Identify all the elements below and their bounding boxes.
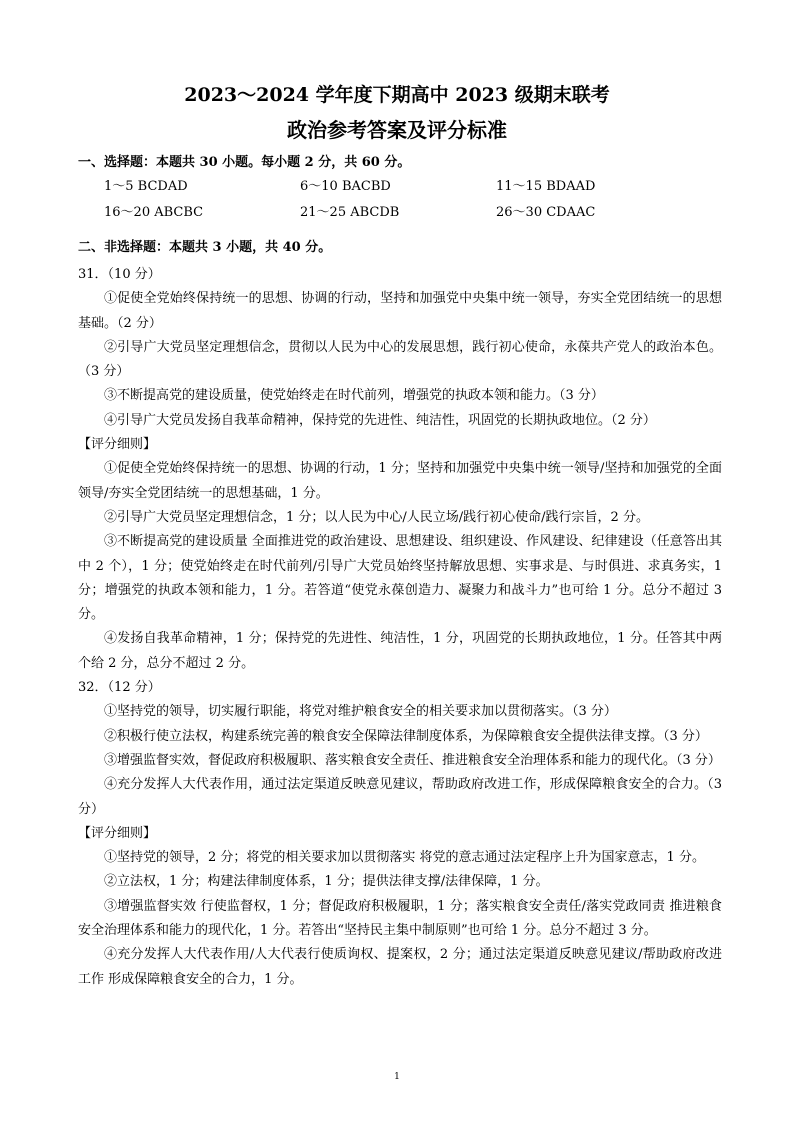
q32-rule: ②立法权，1 分；构建法律制度体系，1 分；提供法律支撑/法律保障，1 分。 xyxy=(104,874,549,890)
q31-label: 31．（10 分） xyxy=(78,267,161,282)
answer-cell: 11～15 BDAAD xyxy=(496,178,596,194)
section1-heading: 一、选择题：本题共 30 小题。每小题 2 分，共 60 分。 xyxy=(78,155,411,170)
answer-cell: 6～10 BACBD xyxy=(300,178,391,194)
page-title: 2023～2024 学年度下期高中 2023 级期末联考 xyxy=(184,84,610,106)
q31-rules-heading: 【评分细则】 xyxy=(78,437,157,453)
q32-rule: ③增强监督实效 行使监督权，1 分；督促政府积极履职，1 分；落实粮食安全责任/落实党政同责 推进粮食安全治理体系和能力的现代化，1 分。若答出“坚持民主集中制原则”也可给 1 分。总分不超过 3 分。 xyxy=(78,898,722,939)
q32-point: ②积极行使立法权，构建系统完善的粮食安全保障法律制度体系，为保障粮食安全提供法律支撑。（3 分） xyxy=(104,728,708,744)
q32-label: 32．（12 分） xyxy=(78,680,161,696)
q31-point: ③不断提高党的建设质量，使党始终走在时代前列，增强党的执政本领和能力。（3 分） xyxy=(104,388,604,404)
page-subtitle: 政治参考答案及评分标准 xyxy=(287,118,507,142)
section2-body xyxy=(78,263,722,992)
answer-cell: 16～20 ABCBC xyxy=(104,204,204,220)
q31-point: ②引导广大党员坚定理想信念，贯彻以人民为中心的发展思想，践行初心使命，永葆共产党人的政治本色。（3 分） xyxy=(78,339,722,380)
choice-answer-grid xyxy=(104,171,724,223)
q31-rule: ①促使全党始终保持统一的思想、协调的行动，1 分；坚持和加强党中央集中统一领导/坚持和加强党的全面领导/夯实全党团结统一的思想基础，1 分。 xyxy=(78,461,722,501)
q32-point: ③增强监督实效，督促政府积极履职、落实粮食安全责任、推进粮食安全治理体系和能力的现代化。（3 分） xyxy=(104,752,721,768)
q31-rule: ②引导广大党员坚定理想信念，1 分；以人民为中心/人民立场/践行初心使命/践行宗旨，2 分。 xyxy=(104,509,649,525)
q32-point: ①坚持党的领导，切实履行职能，将党对维护粮食安全的相关要求加以贯彻落实。（3 分） xyxy=(104,704,617,720)
page-number: 1 xyxy=(394,1072,400,1082)
q32-rule: ④充分发挥人大代表作用/人大代表行使质询权、提案权，2 分；通过法定渠道反映意见建议/帮助政府改进工作 形成保障粮食安全的合力，1 分。 xyxy=(78,947,722,987)
answer-row xyxy=(104,171,724,197)
q31-rule: ④发扬自我革命精神，1 分；保持党的先进性、纯洁性，1 分，巩固党的长期执政地位，1 分。任答其中两个给 2 分，总分不超过 2 分。 xyxy=(78,631,722,671)
answer-row xyxy=(104,197,724,223)
q32-rule: ①坚持党的领导，2 分；将党的相关要求加以贯彻落实 将党的意志通过法定程序上升为国家意志，1 分。 xyxy=(104,850,705,866)
q32-rules-heading: 【评分细则】 xyxy=(78,825,157,841)
q31-rule: ③不断提高党的建设质量 全面推进党的政治建设、思想建设、组织建设、作风建设、纪律建设（任意答出其中 2 个），1 分；使党始终走在时代前列/引导广大党员始终坚持解放思想、实事求是、与时俱进、求真务实，1 分；增强党的执政本领和能力，1 分。若答道“使党永葆创造力、凝聚力和战斗力”也可给 1 分。总分不超过 3 分。 xyxy=(78,534,722,623)
answer-cell: 21～25 ABCDB xyxy=(300,204,400,220)
answer-cell: 26～30 CDAAC xyxy=(496,204,596,220)
q32-point: ④充分发挥人大代表作用，通过法定渠道反映意见建议，帮助政府改进工作，形成保障粮食安全的合力。（3 分） xyxy=(78,777,722,817)
section2-heading: 二、非选择题：本题共 3 小题，共 40 分。 xyxy=(78,240,332,255)
q31-point: ①促使全党始终保持统一的思想、协调的行动，坚持和加强党中央集中统一领导，夯实全党团结统一的思想基础。（2 分） xyxy=(78,291,722,331)
answer-cell: 1～5 BCDAD xyxy=(104,178,188,194)
q31-point: ④引导广大党员发扬自我革命精神，保持党的先进性、纯洁性，巩固党的长期执政地位。（2 分） xyxy=(104,412,656,428)
